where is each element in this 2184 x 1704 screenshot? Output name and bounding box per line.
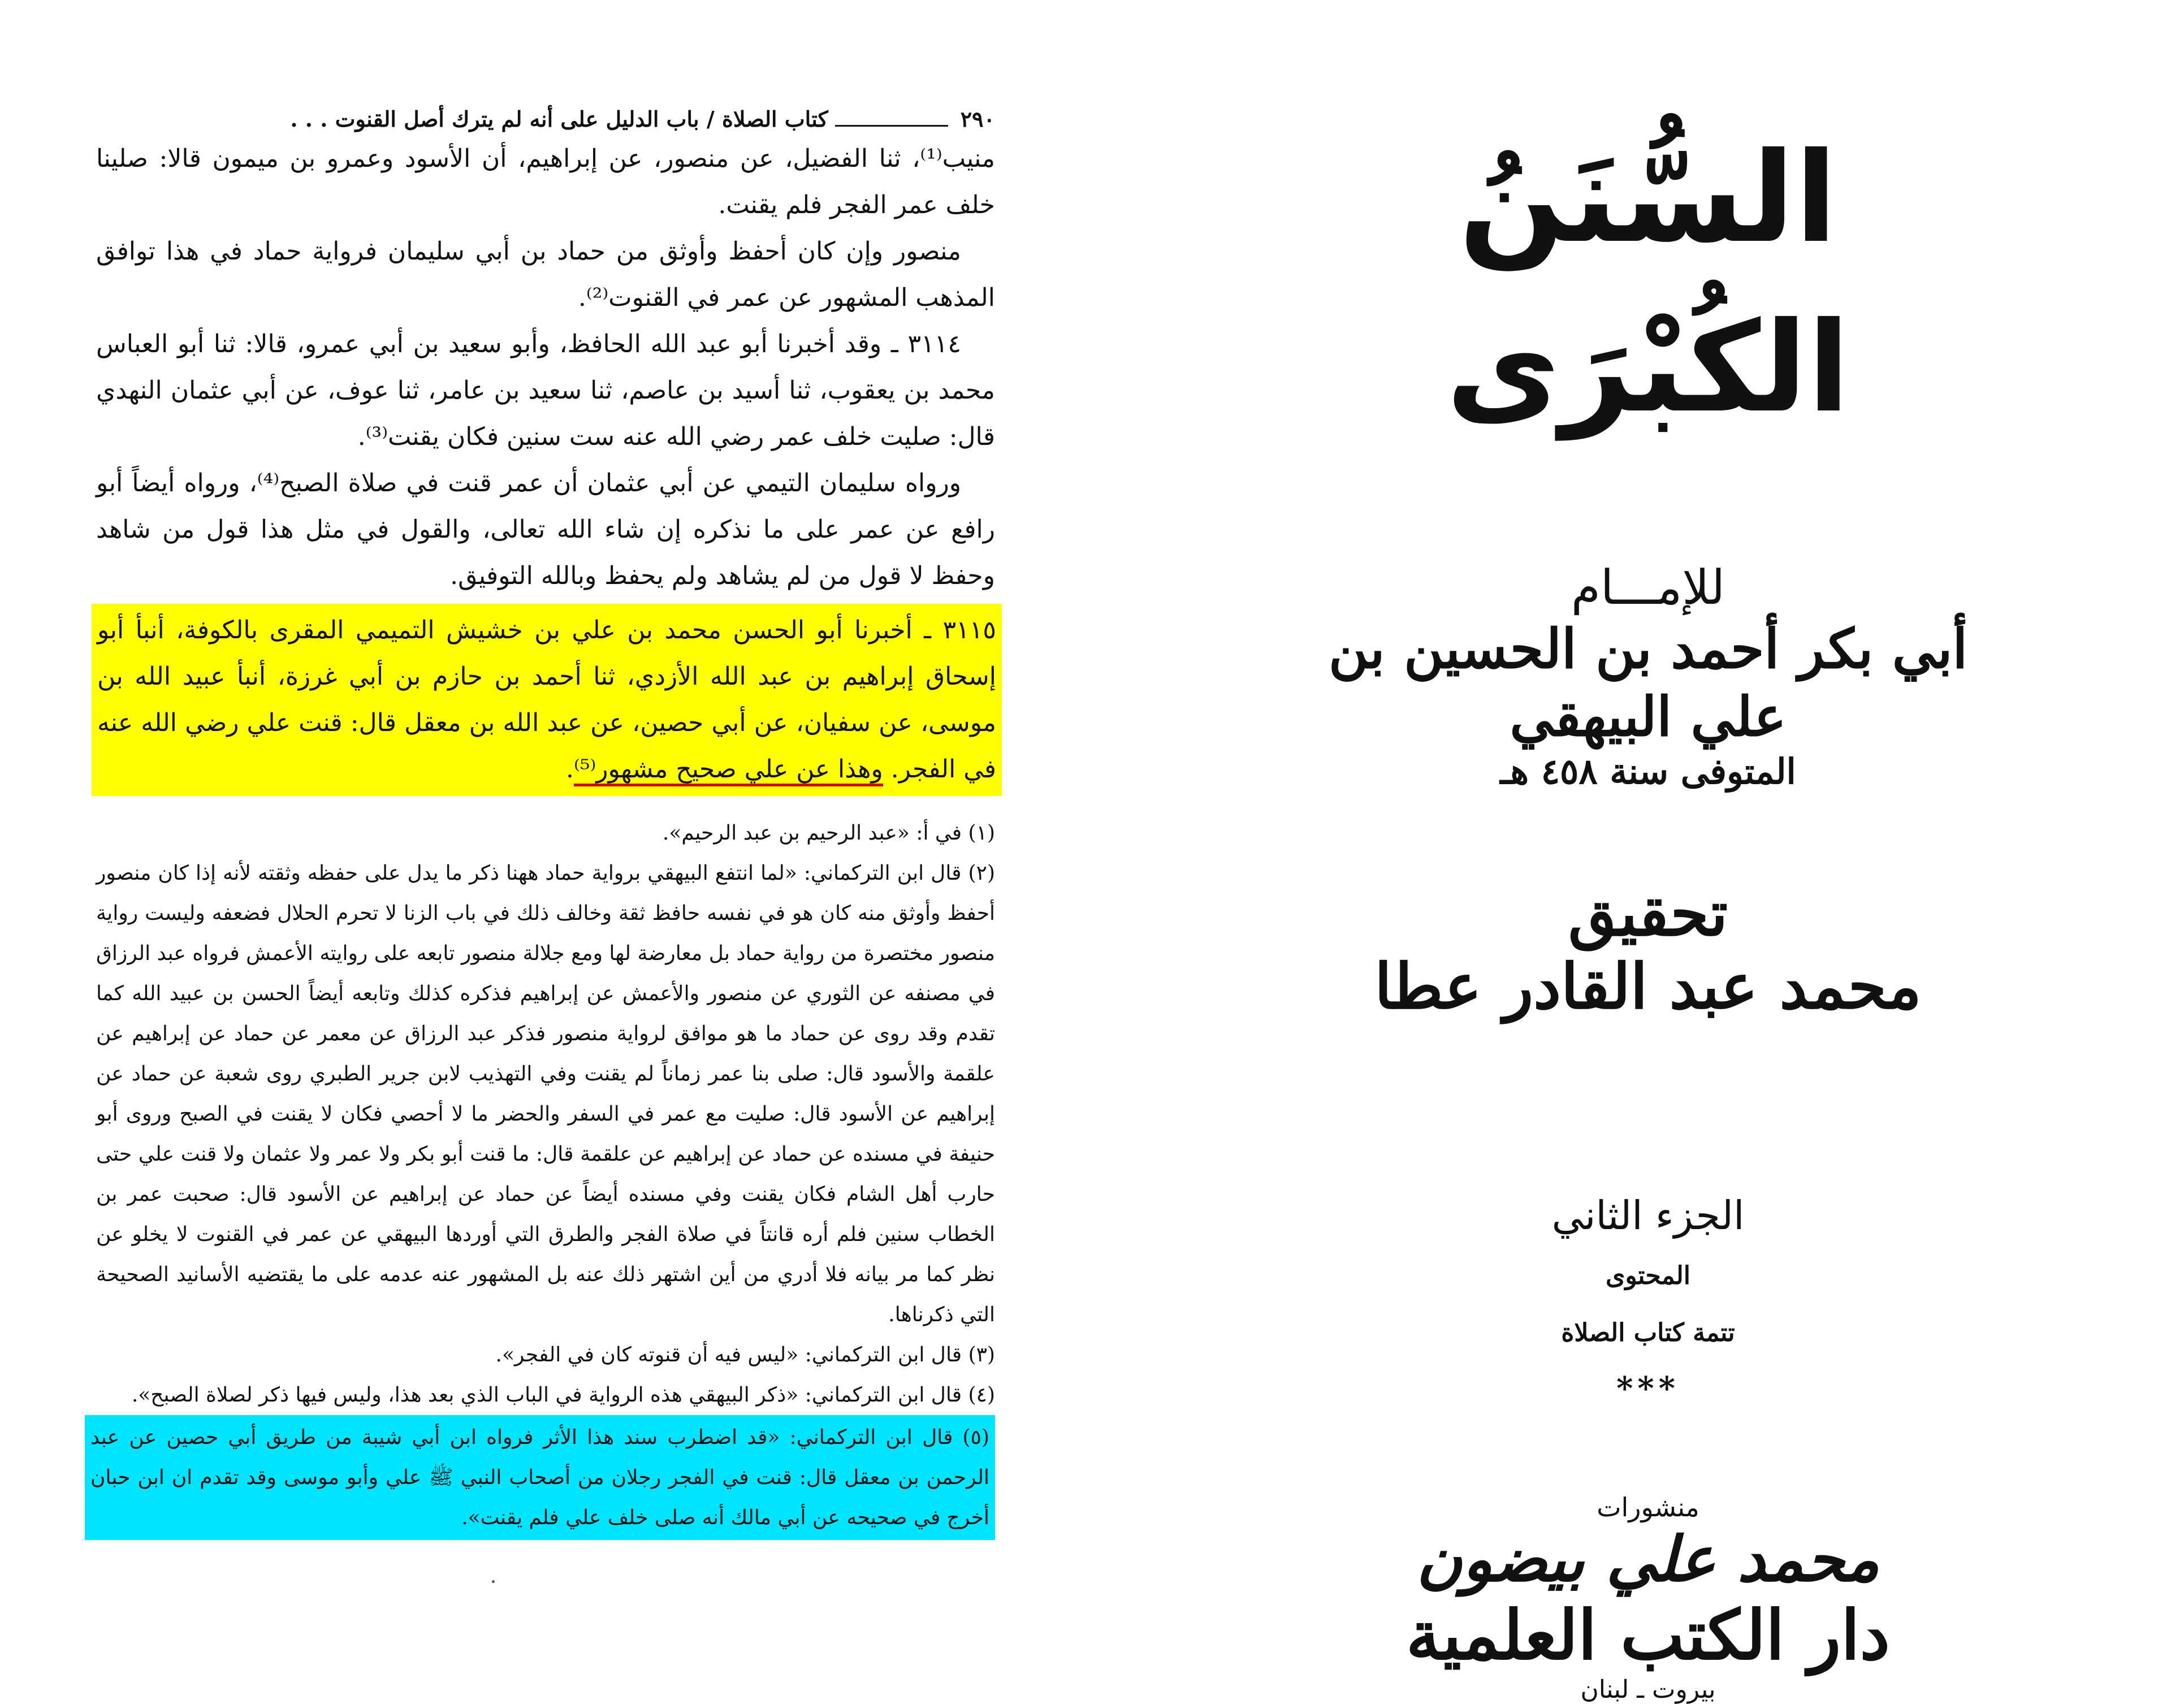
- hadith-3115-text: ٣١١٥ ـ أخبرنا أبو الحسن محمد بن علي بن خشيش التميمي المقرى بالكوفة، أنبأ أبو إسحاق إبراهيم بن عبد الله الأزدي، ثنا أحمد بن حازم بن أبي غرزة، أنبأ عبيد الله بن موسى، عن سفيان، عن أبي حصين، عن عبد الله بن معقل قال: قنت علي رضي الله عنه في الفجر.: [97, 616, 996, 784]
- paragraph-3114: ٣١١٤ ـ وقد أخبرنا أبو عبد الله الحافظ، وأبو سعيد بن أبي عمرو، قالا: ثنا أبو العباس محمد بن يعقوب، ثنا أسيد بن عاصم، ثنا سعيد بن عامر، ثنا عوف، عن أبي عثمان النهدي قال: صليت خلف عمر رضي الله عنه ست سنين فكان يقنت⁽³⁾.: [96, 330, 995, 451]
- publisher-person: محمد علي بيضون: [1416, 1523, 1880, 1595]
- book-title: السُّنَنُ الكُبْرَى: [1446, 126, 1850, 440]
- page-number: ٢٩٠: [960, 106, 995, 132]
- stars-ornament: ***: [1616, 1370, 1680, 1407]
- title-page: [1272, 113, 2024, 1704]
- footnote-1: (١) في أ: «عبد الرحيم بن عبد الرحيم».: [662, 821, 995, 845]
- highlighted-hadith-3115: [92, 604, 1002, 796]
- paragraph-2: منصور وإن كان أحفظ وأوثق من حماد بن أبي سليمان فرواية حماد في هذا توافق المذهب المشهور عن عمر في القنوت⁽²⁾.: [96, 237, 995, 312]
- underlined-authentication: وهذا عن علي صحيح مشهور⁽⁵⁾: [574, 755, 883, 786]
- death-date: المتوفى سنة ٤٥٨ هـ: [1500, 751, 1796, 792]
- publisher-house: دار الكتب العلمية: [1406, 1595, 1890, 1675]
- publisher-city: بيروت ـ لبنان: [1580, 1675, 1716, 1704]
- imam-label: للإمـــام: [1571, 560, 1725, 615]
- volume-part: الجزء الثاني: [1551, 1192, 1745, 1239]
- paragraph-4: ورواه سليمان التيمي عن أبي عثمان أن عمر قنت في صلاة الصبح⁽⁴⁾، ورواه أيضاً أبو رافع عن عمر على ما نذكره إن شاء الله تعالى، والقول في مثل هذا قول من شاهد وحفظ لا قول من لم يشاهد ولم يحفظ وبالله التوفيق.: [96, 469, 995, 590]
- closing-period: .: [566, 755, 574, 784]
- contents-text: تتمة كتاب الصلاة: [1561, 1318, 1735, 1347]
- footnote-4: (٤) قال ابن التركماني: «ذكر البيهقي هذه الرواية في الباب الذي بعد هذا، وليس فيها ذكر لصلاة الصبح».: [131, 1383, 995, 1407]
- footnote-2: (٢) قال ابن التركماني: «لما انتفع البيهقي برواية حماد ههنا ذكر ما يدل على حفظه وثقته لأنه إذا كان منصور أحفظ وأوثق منه كان هو في نفسه حافظ ثقة وخالف ذلك في باب الزنا لا تحرم الحلال فضعفه وليست رواية منصور مختصرة من رواية حماد بل معارضة لها ومع جلالة منصور تابعه على روايته الأعمش فرواه عبد الرزاق في مصنفه عن الثوري عن منصور والأعمش عن إبراهيم فذكره كذلك وتابعه أيضاً الحسن بن عبيد الله كما تقدم وقد روى عن حماد ما هو موافق لرواية منصور فذكر عبد الرزاق عن معمر عن حماد عن إبراهيم عن علقمة والأسود قال: صلى بنا عمر زماناً لم يقنت وفي التهذيب لابن جرير الطبري روى شعبة عن حماد عن إبراهيم عن الأسود قال: صليت مع عمر في السفر والحضر ما لا أحصي فكان لا يقنت في الصبح وروى أبو حنيفة في مسنده عن حماد عن إبراهيم عن علقمة قال: ما قنت أبو بكر ولا عمر ولا عثمان ولا قنت علي حتى حارب أهل الشام فكان يقنت وفي مسنده أيضاً عن حماد عن إبراهيم عن الأسود قال: صحبت عمر بن الخطاب سنين فلم أره قانتاً في صلاة الفجر والطرق التي أوردها البيهقي عن عمر في القنوت لا يخلو عن نظر كما مر بيانه فلا أدري من أين اشتهر ذلك عنه بل المشهور عنه عدمه على ما يقتضيه الأسانيد الصحيحة التي ذكرناها.: [96, 862, 995, 1326]
- header-rule: [835, 111, 948, 127]
- speck-dot: [492, 1580, 495, 1583]
- footnote-3: (٣) قال ابن التركماني: «ليس فيه أن قنوته كان في الفجر».: [495, 1343, 995, 1366]
- editor-name: محمد عبد القادر عطا: [1374, 950, 1922, 1023]
- footnotes: [90, 813, 995, 1540]
- contents-label: المحتوى: [1606, 1261, 1690, 1290]
- running-title: كتاب الصلاة / باب الدليل على أنه لم يترك أصل القنوت . . .: [290, 106, 828, 132]
- manshurat-label: منشورات: [1597, 1492, 1699, 1523]
- running-header: [96, 102, 995, 136]
- text-page: [90, 102, 996, 1540]
- paragraph-1: منيب⁽¹⁾، ثنا الفضيل، عن منصور، عن إبراهيم، أن الأسود وعمرو بن ميمون قالا: صلينا خلف عمر الفجر فلم يقنت.: [96, 144, 995, 219]
- footnote-5-highlighted: (٥) قال ابن التركماني: «قد اضطرب سند هذا الأثر فرواه ابن أبي شيبة من طريق أبي حصين عن عبد الرحمن بن معقل قال: قنت في الفجر رجلان من أصحاب النبي ﷺ علي وأبو موسى وقد تقدم ان ابن حبان أخرج في صحيحه عن أبي مالك أنه صلى خلف علي فلم يقنت».: [85, 1415, 995, 1540]
- author-name: أبي بكر أحمد بن الحسين بن علي البيهقي: [1328, 617, 1968, 749]
- tahqiq-label: تحقيق: [1568, 877, 1728, 950]
